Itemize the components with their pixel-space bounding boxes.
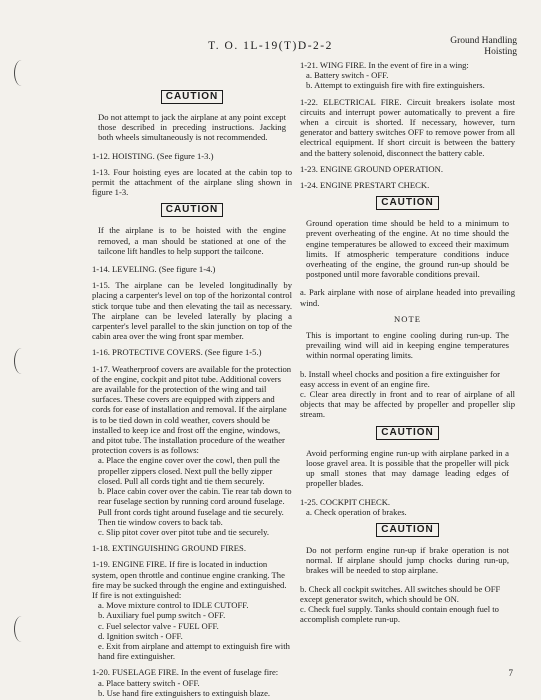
caution-label: CAUTION: [376, 523, 439, 537]
document-title: T. O. 1L-19(T)D-2-2: [208, 40, 333, 52]
list-item: c. Clear area directly in front and to rear of airplane of all objects that may be affected by propeller and propeller slip stream.: [300, 389, 515, 420]
caution-text: Do not attempt to jack the airplane at any point except those described in preceding instructions. Jacking both wheels simultaneously is not recommended.: [98, 112, 286, 143]
list-item: b. Install wheel chocks and position a fire extinguisher for easy access in event of an engine fire.: [300, 368, 500, 389]
binder-ring-mark: [14, 616, 29, 642]
paragraph: 1-22. ELECTRICAL FIRE. Circuit breakers isolate most circuits and interrupt power automatically to prevent a fire when a circuit is shorted. If necessary, however, turn generator and battery switches OFF to remove power from all electrical equipment. If short circuit is between the battery and the battery solenoid, disconnect the battery cable.: [300, 96, 515, 158]
paragraph-heading: 1-12. HOISTING. (See figure 1-3.): [92, 150, 214, 161]
list-item: c. Check fuel supply. Tanks should contain enough fuel to accomplish complete run-up.: [300, 603, 499, 625]
caution-box: [92, 90, 292, 104]
caution-box: [300, 523, 515, 537]
paragraph: 1-19. ENGINE FIRE. If fire is located in induction system, open throttle and continue engine cranking. The fire may be sucked through the engine and extinguished. If fire is not extinguished:: [92, 559, 287, 600]
paragraph-heading: 1-16. PROTECTIVE COVERS. (See figure 1-5.): [92, 347, 262, 358]
binder-ring-mark: [14, 348, 29, 374]
list-item: b. Auxiliary fuel pump switch - OFF.: [98, 610, 226, 621]
paragraph-heading: 1-18. EXTINGUISHING GROUND FIRES.: [92, 543, 246, 554]
list-item: a. Battery switch - OFF.: [306, 70, 389, 81]
list-item: b. Check all cockpit switches. All switches should be OFF except generator switch, which should be ON.: [300, 583, 501, 604]
list-item: a. Check operation of brakes.: [306, 506, 407, 517]
right-column: [300, 60, 515, 624]
list-item: a. Move mixture control to IDLE CUTOFF.: [98, 600, 249, 611]
caution-label: CAUTION: [376, 426, 439, 440]
section-line-1: Ground Handling: [450, 36, 517, 46]
paragraph-heading: 1-14. LEVELING. (See figure 1-4.): [92, 264, 216, 275]
caution-label: CAUTION: [161, 203, 224, 217]
paragraph: 1-13. Four hoisting eyes are located at the cabin top to permit the attachment of the airplane sling shown in figure 1-3.: [92, 166, 292, 198]
caution-text: Avoid performing engine run-up with airplane parked in a loose gravel area. It is possible that the propeller will pick up small stones that may damage leading edges of propeller blades.: [306, 447, 509, 489]
list-item: c. Slip pitot cover over pitot tube and tie securely.: [98, 526, 270, 537]
caution-label: CAUTION: [161, 90, 224, 104]
list-item: b. Attempt to extinguish fire with fire extinguishers.: [306, 80, 485, 91]
list-item: a. Place the engine cover over the cowl, then pull the propeller zippers closed. Next pull the belly zipper closed. Pull all cords tight and tie them securely.: [98, 455, 280, 486]
list-item: b. Use hand fire extinguishers to extinguish blaze.: [98, 687, 271, 698]
list-item: c. Fuel selector valve - FUEL OFF.: [98, 620, 219, 631]
caution-box: [300, 426, 515, 440]
list-item: a. Place battery switch - OFF.: [98, 677, 200, 688]
list-item: d. Ignition switch - OFF.: [98, 630, 183, 641]
paragraph-heading: 1-23. ENGINE GROUND OPERATION.: [300, 163, 443, 174]
section-line-2: Hoisting: [484, 47, 517, 57]
paragraph: 1-17. Weatherproof covers are available for the protection of the engine, cockpit and pitot tube. Additional covers are available for the protection of the wing and tail surfaces. These covers are equipped with zippers and cords for ease of installation and removal. If the airplane is to be tied down in cold weather, covers should be installed to keep ice and frost off the engine, windows, and pitot tube. The installation procedure of the weather protection covers is as follows:: [92, 363, 292, 456]
page-number: 7: [508, 668, 513, 678]
paragraph: 1-15. The airplane can be leveled longitudinally by placing a carpenter's level on top of the horizontal control stick torque tube and then elevating the tail as necessary. The airplane can be leveled laterally by placing a carpenter's level parallel to the skin junction on top of the cabin area over the wing front spar member.: [92, 280, 292, 342]
paragraph-heading: 1-24. ENGINE PRESTART CHECK.: [300, 180, 430, 191]
caution-label: CAUTION: [376, 196, 439, 210]
binder-ring-mark: [14, 60, 29, 86]
left-column: [92, 88, 292, 698]
caution-box: [300, 196, 515, 210]
paragraph: 1-21. WING FIRE. In the event of fire in a wing:: [300, 60, 469, 70]
note-text: This is important to engine cooling during run-up. The prevailing wind will aid in keeping engine temperatures within normal operating limits.: [306, 330, 509, 361]
caution-text: If the airplane is to be hoisted with the engine removed, a man should be stationed at one of the tailcone lift handles to help support the tailcone.: [98, 225, 286, 256]
caution-text: Ground operation time should be held to a minimum to prevent overheating of the engine. At no time should the engine temperatures be allowed to exceed their maximum limits. If atmospheric temperature conditions induce overheating of the engine, the ground run-up should be postponed until more favorable conditions prevail.: [306, 218, 509, 280]
caution-box: [92, 203, 292, 217]
caution-text: Do not perform engine run-up if brake operation is not normal. If airplane should jump chocks during run-up, brakes will be needed to stop airplane.: [306, 544, 509, 576]
list-item: e. Exit from airplane and attempt to extinguish fire with hand fire extinguisher.: [98, 640, 290, 662]
note-label: NOTE: [394, 313, 421, 324]
list-item: a. Park airplane with nose of airplane headed into prevailing wind.: [300, 287, 515, 308]
paragraph-heading: 1-25. COCKPIT CHECK.: [300, 496, 391, 507]
list-item: b. Place cabin cover over the cabin. Tie rear tab down to rear fuselage section by running cord around fuselage. Pull front cords tight around fuselage and tie securely. Then tie window covers to back tab.: [98, 486, 292, 527]
section-heading: [450, 36, 517, 58]
paragraph: 1-20. FUSELAGE FIRE. In the event of fuselage fire:: [92, 667, 279, 678]
